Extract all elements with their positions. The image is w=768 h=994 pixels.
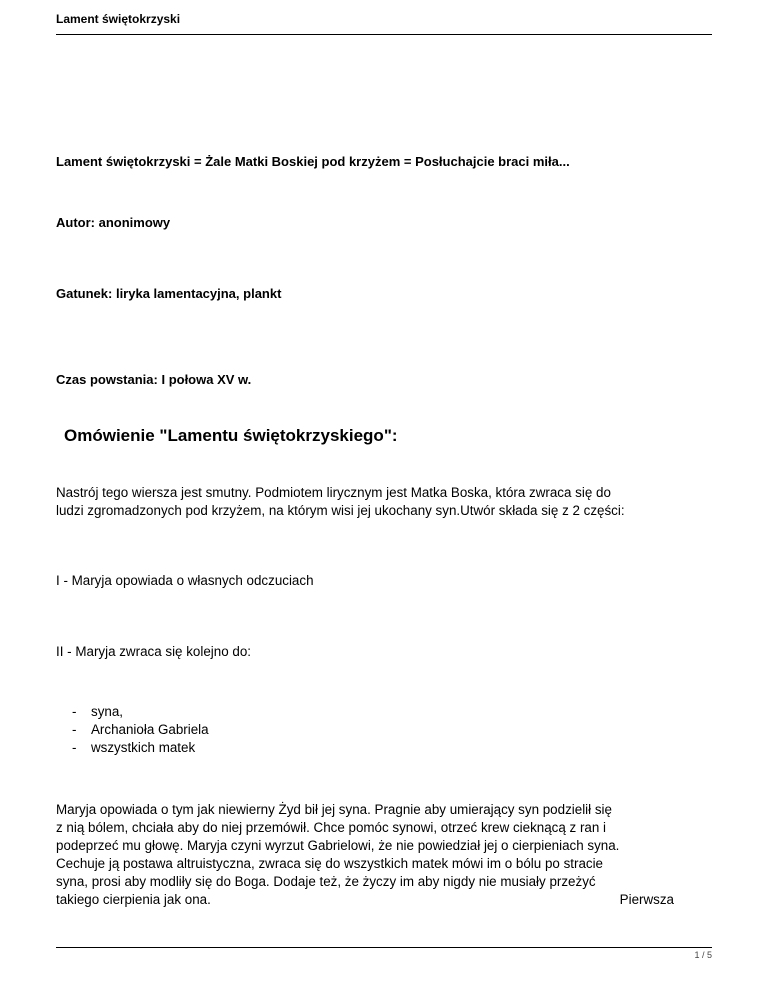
body-line: z nią bólem, chciała aby do niej przemówił. Chce pomóc synowi, otrzeć krew cieknącą z ran i: [56, 820, 606, 835]
body-last-line: [56, 891, 674, 909]
header-divider: [56, 34, 712, 35]
document-header-title: Lament świętokrzyski: [56, 12, 181, 26]
intro-paragraph: [56, 484, 625, 520]
part-two-line: II - Maryja zwraca się kolejno do:: [56, 644, 251, 659]
body-line: podeprzeć mu głowę. Maryja czyni wyrzut Gabrielowi, że nie powiedział jej o cierpieniach syna.: [56, 838, 620, 853]
body-line: Cechuje ją postawa altruistyczna, zwraca się do wszystkich matek mówi im o bólu po stracie: [56, 856, 604, 871]
genre-line: Gatunek: liryka lamentacyjna, plankt: [56, 286, 282, 301]
body-line: Maryja opowiada o tym jak niewierny Żyd bił jej syna. Pragnie aby umierający syn podzielił się: [56, 802, 612, 817]
author-line: Autor: anonimowy: [56, 215, 171, 230]
body-line: syna, prosi aby modliły się do Boga. Dodaje też, że życzy im aby nigdy nie musiały przeżyć: [56, 874, 596, 889]
addressee-list: [72, 703, 209, 757]
body-last-line-text: takiego cierpienia jak ona.: [56, 892, 211, 907]
body-paragraph: [56, 801, 674, 909]
part-one-line: I - Maryja opowiada o własnych odczuciach: [56, 573, 314, 588]
footer-divider: [56, 947, 712, 948]
section-heading: Omówienie "Lamentu świętokrzyskiego":: [64, 426, 398, 445]
intro-line: Nastrój tego wiersza jest smutny. Podmiotem lirycznym jest Matka Boska, która zwraca się do: [56, 485, 611, 500]
list-item: - syna,: [72, 703, 209, 721]
document-title-line: Lament świętokrzyski = Żale Matki Boskiej pod krzyżem = Posłuchajcie braci miła...: [56, 154, 570, 169]
list-item: - Archanioła Gabriela: [72, 721, 209, 739]
intro-line: ludzi zgromadzonych pod krzyżem, na którym wisi jej ukochany syn.Utwór składa się z 2 części:: [56, 503, 625, 518]
list-item: - wszystkich matek: [72, 739, 209, 757]
body-last-word: Pierwsza: [619, 892, 674, 907]
page-number: 1 / 5: [694, 950, 712, 960]
date-line: Czas powstania: I połowa XV w.: [56, 372, 252, 387]
